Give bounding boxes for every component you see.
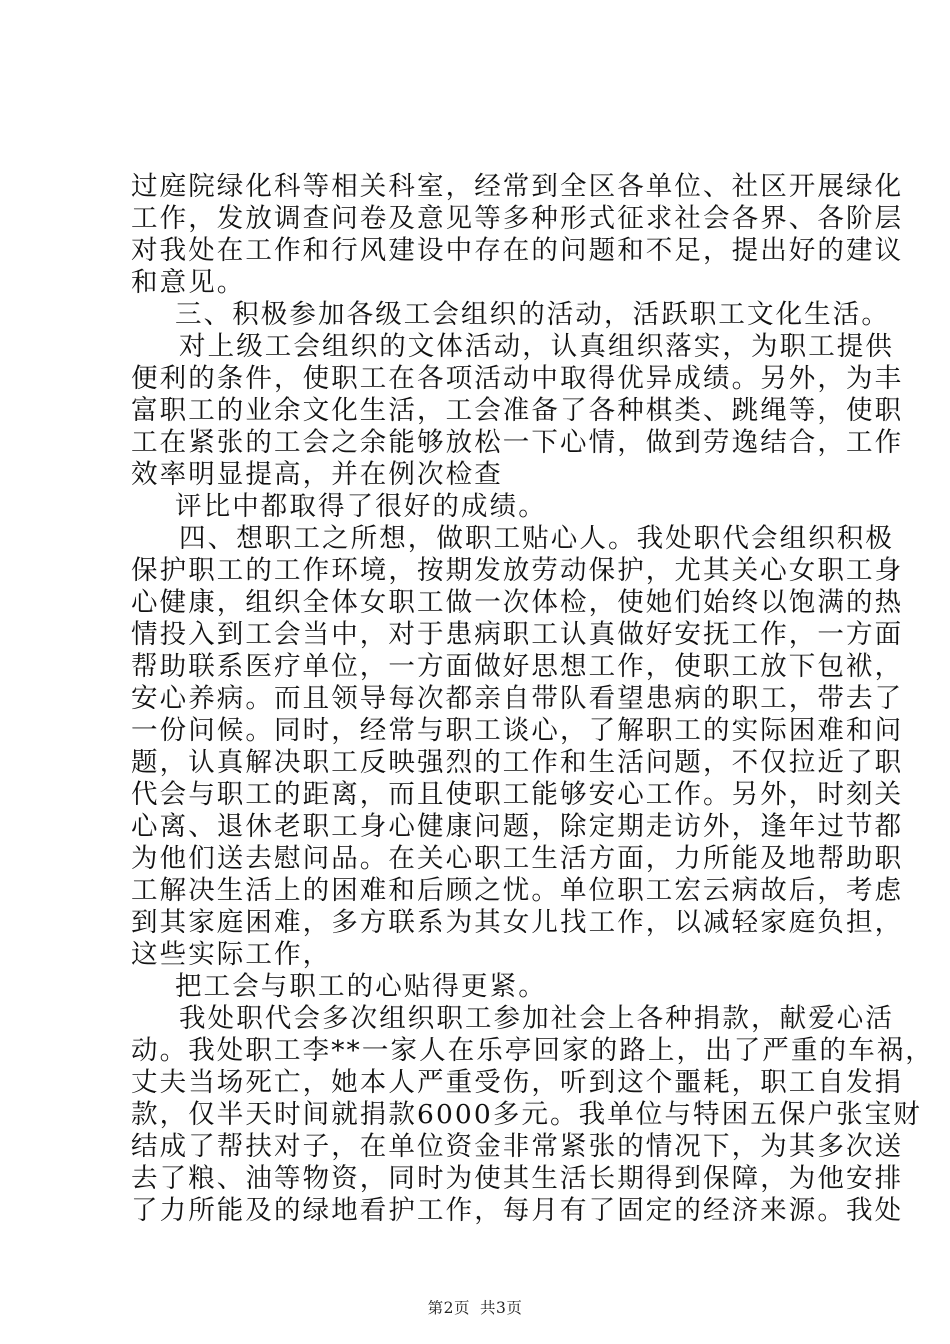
text-line: 了力所能及的绿地看护工作，每月有了固定的经济来源。我处 — [131, 1195, 904, 1226]
text-line: 便利的条件，使职工在各项活动中取得优异成绩。另外，为丰 — [131, 363, 904, 394]
page-number: 第2页 — [427, 1299, 470, 1317]
text-line: 丈夫当场死亡，她本人严重受伤，听到这个噩耗，职工自发捐 — [131, 1067, 904, 1098]
text-line: 心离、退休老职工身心健康问题，除定期走访外，逢年过节都 — [131, 811, 904, 842]
text-line: 对我处在工作和行风建设中存在的问题和不足，提出好的建议 — [131, 235, 904, 266]
text-line: 我处职代会多次组织职工参加社会上各种捐款，献爱心活 — [179, 1003, 894, 1034]
text-line: 帮助联系医疗单位，一方面做好思想工作，使职工放下包袱， — [131, 651, 904, 682]
text-line: 这些实际工作， — [131, 939, 332, 970]
text-line: 动。我处职工李**一家人在乐亭回家的路上，出了严重的车祸， — [131, 1035, 934, 1066]
text-line: 到其家庭困难，多方联系为其女儿找工作，以减轻家庭负担， — [131, 907, 904, 938]
text-line: 一份问候。同时，经常与职工谈心，了解职工的实际困难和问 — [131, 715, 904, 746]
document-body — [131, 171, 934, 1227]
text-line: 效率明显提高，并在例次检查 — [131, 459, 503, 490]
text-line: 题，认真解决职工反映强烈的工作和生活问题，不仅拉近了职 — [131, 747, 904, 778]
text-line: 工解决生活上的困难和后顾之忧。单位职工宏云病故后，考虑 — [131, 875, 904, 906]
text-line: 去了粮、油等物资，同时为使其生活长期得到保障，为他安排 — [131, 1163, 904, 1194]
text-line: 工作，发放调查问卷及意见等多种形式征求社会各界、各阶层 — [131, 203, 904, 234]
text-line: 对上级工会组织的文体活动，认真组织落实，为职工提供 — [179, 331, 894, 362]
page-footer — [0, 1298, 950, 1318]
text-line: 为他们送去慰问品。在关心职工生活方面，力所能及地帮助职 — [131, 843, 904, 874]
text-line: 结成了帮扶对子，在单位资金非常紧张的情况下，为其多次送 — [131, 1131, 904, 1162]
section-heading: 四、想职工之所想，做职工贴心人。我处职代会组织积极 — [179, 523, 894, 554]
text-line: 情投入到工会当中，对于患病职工认真做好安抚工作，一方面 — [131, 619, 904, 650]
text-line: 心健康，组织全体女职工做一次体检，使她们始终以饱满的热 — [131, 587, 904, 618]
text-line: 把工会与职工的心贴得更紧。 — [175, 971, 547, 1002]
text-line: 安心养病。而且领导每次都亲自带队看望患病的职工，带去了 — [131, 683, 904, 714]
text-line: 工在紧张的工会之余能够放松一下心情，做到劳逸结合，工作 — [131, 427, 904, 458]
text-line: 富职工的业余文化生活，工会准备了各种棋类、跳绳等，使职 — [131, 395, 904, 426]
text-line: 代会与职工的距离，而且使职工能够安心工作。另外，时刻关 — [131, 779, 904, 810]
text-line: 保护职工的工作环境，按期发放劳动保护，尤其关心女职工身 — [131, 555, 904, 586]
text-line: 款，仅半天时间就捐款6000多元。我单位与特困五保户张宝财 — [131, 1099, 922, 1130]
section-heading: 三、积极参加各级工会组织的活动，活跃职工文化生活。 — [175, 299, 890, 330]
text-line: 和意见。 — [131, 267, 246, 298]
page-total: 共3页 — [480, 1299, 523, 1317]
text-line: 评比中都取得了很好的成绩。 — [175, 491, 547, 522]
text-line: 过庭院绿化科等相关科室，经常到全区各单位、社区开展绿化 — [131, 171, 904, 202]
